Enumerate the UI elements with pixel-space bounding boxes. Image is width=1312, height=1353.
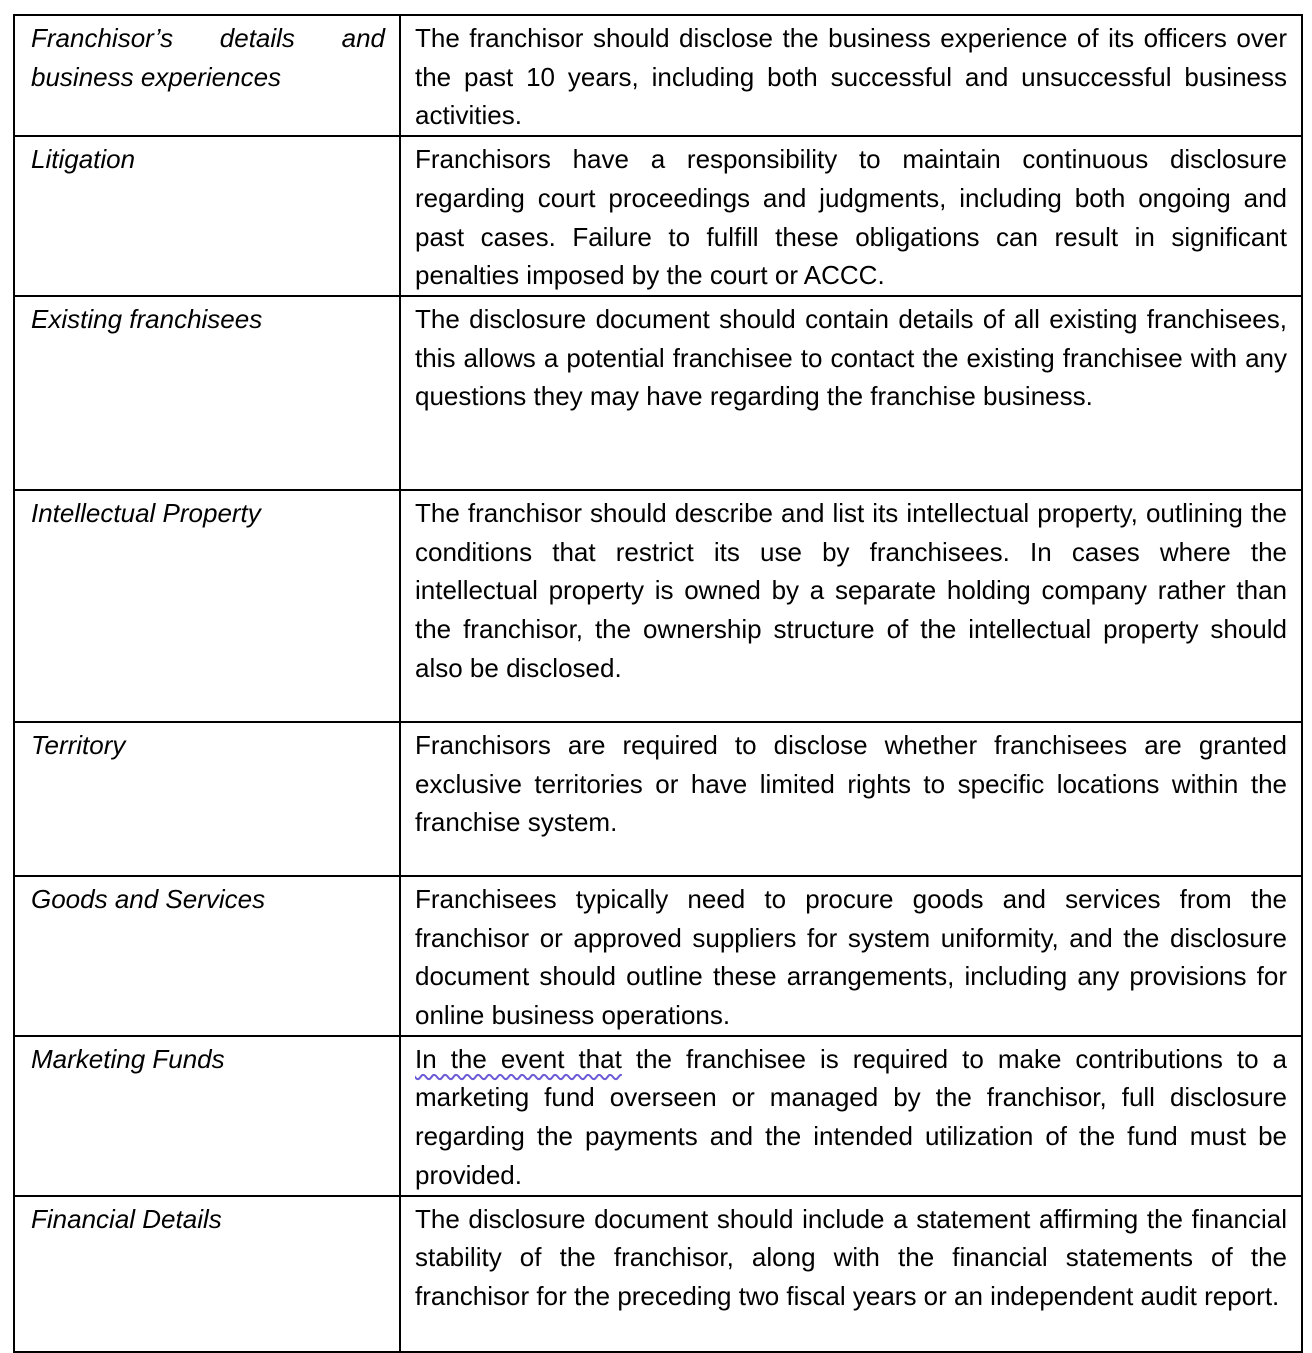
spellcheck-flagged-text[interactable]: In the event that [415, 1043, 622, 1074]
row-label: Franchisor’s details and business experiences [14, 15, 400, 136]
row-label: Existing franchisees [14, 296, 400, 490]
row-label: Goods and Services [14, 876, 400, 1036]
row-description: The franchisor should disclose the business experience of its officers over the past 10 years, including both successful and unsuccessful business activities. [400, 15, 1302, 136]
row-description-rest: the franchisee is required to make contributions to a marketing fund overseen or managed by the franchisor, full disclosure regarding the payments and the intended utilization of the fund must be provided. [415, 1043, 1288, 1190]
row-description: Franchisors have a responsibility to maintain continuous disclosure regarding court proceedings and judgments, including both ongoing and past cases. Failure to fulfill these obligations can result in significant penalties imposed by the court or ACCC. [400, 136, 1302, 296]
table-row [14, 1196, 1302, 1352]
table-row [14, 876, 1302, 1036]
table-row [14, 722, 1302, 876]
table-row [14, 136, 1302, 296]
row-label: Financial Details [14, 1196, 400, 1352]
row-label: Marketing Funds [14, 1036, 400, 1196]
table-row [14, 15, 1302, 136]
row-description: The disclosure document should include a statement affirming the financial stability of the franchisor, along with the financial statements of the franchisor for the preceding two fiscal years or an independent audit report. [400, 1196, 1302, 1352]
row-label: Litigation [14, 136, 400, 296]
row-description: The franchisor should describe and list its intellectual property, outlining the conditions that restrict its use by franchisees. In cases where the intellectual property is owned by a separate holding company rather than the franchisor, the ownership structure of the intellectual property should also be disclosed. [400, 490, 1302, 722]
row-label: Territory [14, 722, 400, 876]
table-row [14, 296, 1302, 490]
row-description: Franchisors are required to disclose whether franchisees are granted exclusive territories or have limited rights to specific locations within the franchise system. [400, 722, 1302, 876]
disclosure-table [13, 14, 1303, 1353]
table-row [14, 490, 1302, 722]
table-row [14, 1036, 1302, 1196]
row-description: Franchisees typically need to procure goods and services from the franchisor or approved suppliers for system uniformity, and the disclosure document should outline these arrangements, including any provisions for online business operations. [400, 876, 1302, 1036]
row-label: Intellectual Property [14, 490, 400, 722]
row-description [400, 1036, 1302, 1196]
row-description: The disclosure document should contain details of all existing franchisees, this allows a potential franchisee to contact the existing franchisee with any questions they may have regarding the franchise business. [400, 296, 1302, 490]
